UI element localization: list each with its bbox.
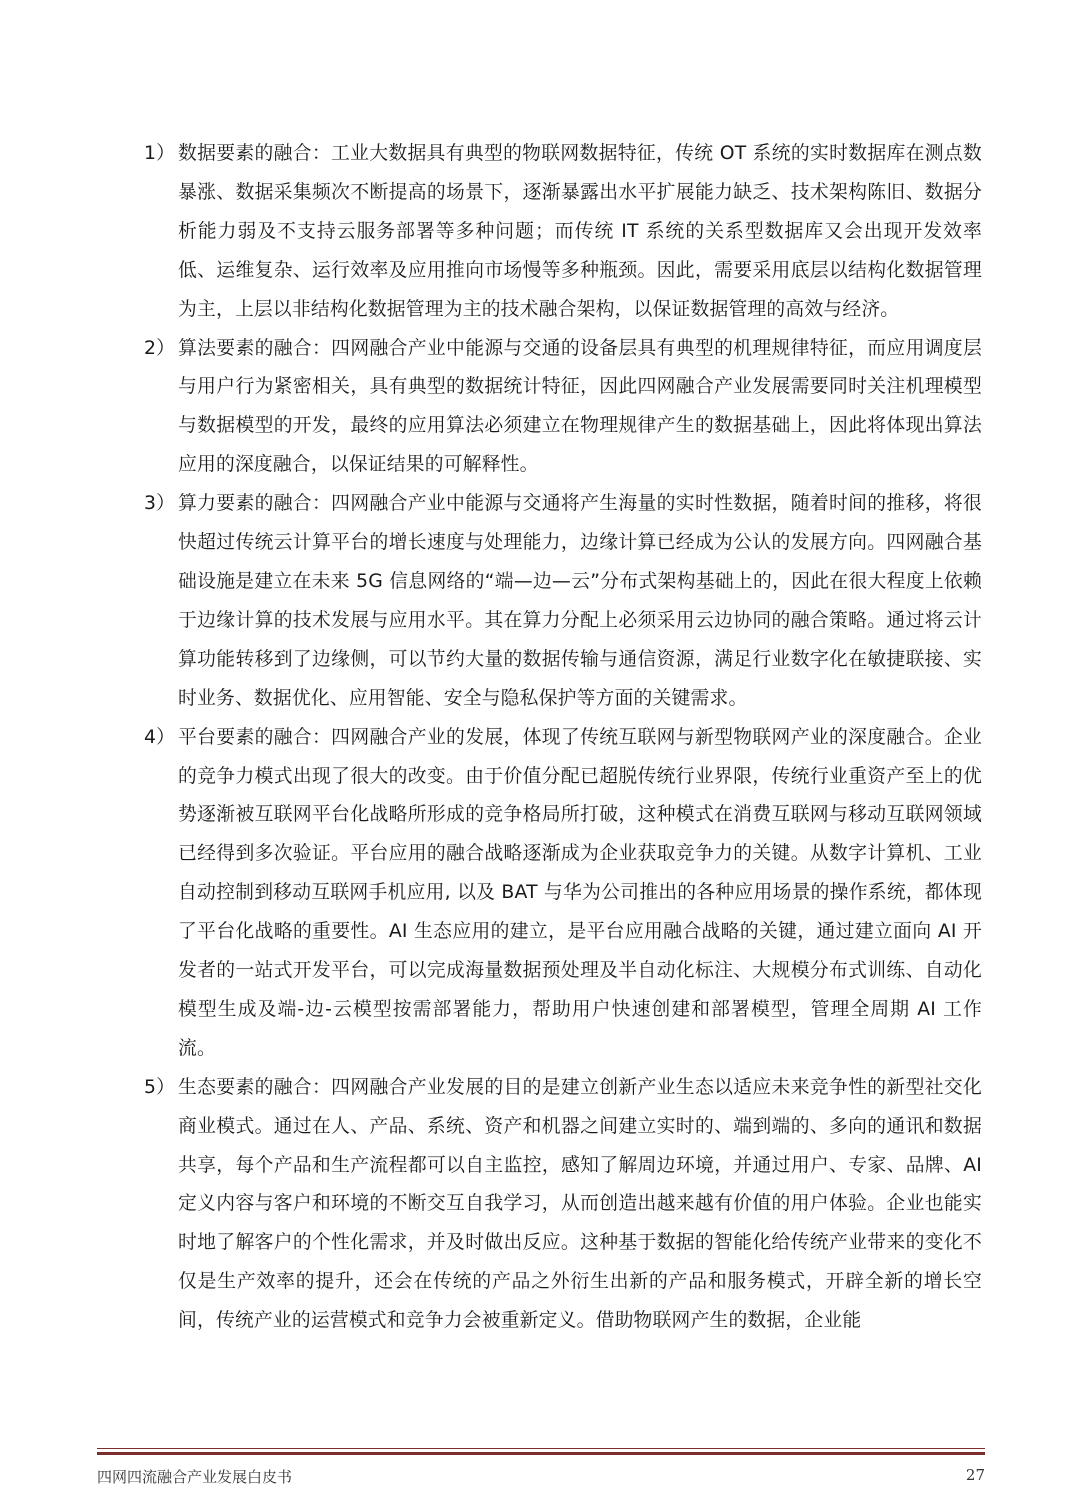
document-body: [0, 135, 1080, 1341]
list-item-text: 算力要素的融合：四网融合产业中能源与交通将产生海量的实时性数据，随着时间的推移，将很快超过传统云计算平台的增长速度与处理能力，边缘计算已经成为公认的发展方向。四网融合基础设施是建立在未来 5G 信息网络的“端—边—云”分布式架构基础上的，因此在很大程度上依赖于边缘计算的技术发展与应用水平。其在算力分配上必须采用云边协同的融合策略。通过将云计算功能转移到了边缘侧，可以节约大量的数据传输与通信资源，满足行业数字化在敏捷联接、实时业务、数据优化、应用智能、安全与隐私保护等方面的关键需求。: [178, 493, 982, 709]
list-item-number: 2）: [144, 337, 176, 359]
page-number: 27: [965, 1466, 985, 1484]
list-item-text: 生态要素的融合：四网融合产业发展的目的是建立创新产业生态以适应未来竞争性的新型社交化商业模式。通过在人、产品、系统、资产和机器之间建立实时的、端到端的、多向的通讯和数据共享，每个产品和生产流程都可以自主监控，感知了解周边环境，并通过用户、专家、品牌、AI 定义内容与客户和环境的不断交互自我学习，从而创造出越来越有价值的用户体验。企业也能实时地了解客户的个性化需求，并及时做出反应。这种基于数据的智能化给传统产业带来的变化不仅是生产效率的提升，还会在传统的产品之外衍生出新的产品和服务模式，开辟全新的增长空间，传统产业的运营模式和竞争力会被重新定义。借助物联网产生的数据，企业能: [178, 1076, 982, 1332]
list-item-number: 4）: [144, 726, 176, 748]
list-item: [144, 719, 982, 1069]
list-item-number: 3）: [144, 493, 176, 515]
footer-document-title: 四网四流融合产业发展白皮书: [97, 1468, 293, 1486]
list-item-text: 数据要素的融合：工业大数据具有典型的物联网数据特征，传统 OT 系统的实时数据库在测点数暴涨、数据采集频次不断提高的场景下，逐渐暴露出水平扩展能力缺乏、技术架构陈旧、数据分析能力弱及不支持云服务部署等多种问题；而传统 IT 系统的关系型数据库又会出现开发效率低、运维复杂、运行效率及应用推向市场慢等多种瓶颈。因此，需要采用底层以结构化数据管理为主，上层以非结构化数据管理为主的技术融合架构，以保证数据管理的高效与经济。: [178, 143, 982, 320]
list-item-number: 5）: [144, 1076, 176, 1098]
list-item: [144, 135, 982, 330]
list-item-text: 平台要素的融合：四网融合产业的发展，体现了传统互联网与新型物联网产业的深度融合。企业的竞争力模式出现了很大的改变。由于价值分配已超脱传统行业界限，传统行业重资产至上的优势逐渐被互联网平台化战略所形成的竞争格局所打破，这种模式在消费互联网与移动互联网领域已经得到多次验证。平台应用的融合战略逐渐成为企业获取竞争力的关键。从数字计算机、工业自动控制到移动互联网手机应用, 以及 BAT 与华为公司推出的各种应用场景的操作系统，都体现了平台化战略的重要性。AI 生态应用的建立，是平台应用融合战略的关键，通过建立面向 AI 开发者的一站式开发平台，可以完成海量数据预处理及半自动化标注、大规模分布式训练、自动化模型生成及端-边-云模型按需部署能力，帮助用户快速创建和部署模型，管理全周期 AI 工作流。: [178, 726, 982, 1059]
list-item: [144, 1069, 982, 1341]
list-item: [144, 485, 982, 718]
footer-divider-thin: [97, 1448, 985, 1449]
list-item-number: 1）: [144, 143, 176, 164]
list-item-text: 算法要素的融合：四网融合产业中能源与交通的设备层具有典型的机理规律特征，而应用调度层与用户行为紧密相关，具有典型的数据统计特征，因此四网融合产业发展需要同时关注机理模型与数据模型的开发，最终的应用算法必须建立在物理规律产生的数据基础上，因此将体现出算法应用的深度融合，以保证结果的可解释性。: [178, 337, 982, 476]
list-item: [144, 330, 982, 486]
